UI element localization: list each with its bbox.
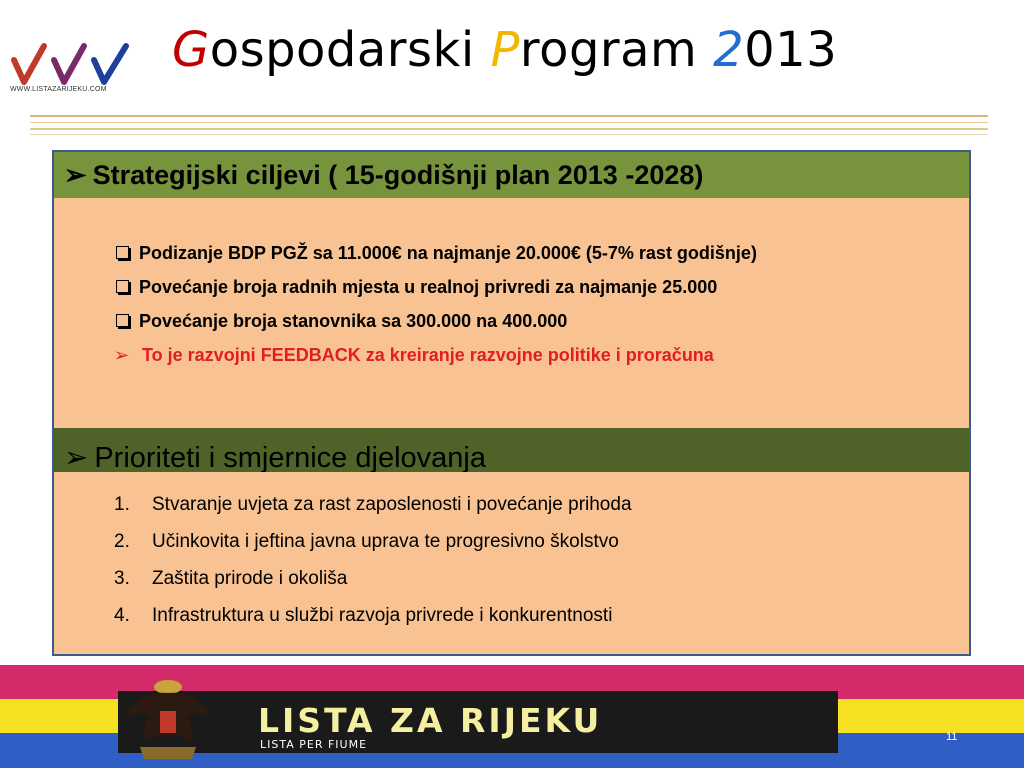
list-item: 2. Učinkovita i jeftina javna uprava te progresivno školstvo bbox=[114, 531, 619, 552]
list-item: Povećanje broja radnih mjesta u realnoj privredi za najmanje 25.000 bbox=[114, 270, 757, 304]
section2-header bbox=[54, 428, 969, 472]
title-part-2: rogram bbox=[519, 22, 714, 78]
priorities-list bbox=[114, 486, 632, 634]
banner-title: LISTA ZA RIJEKU bbox=[258, 701, 603, 740]
checkbox-bullet-icon bbox=[116, 246, 129, 259]
page-title bbox=[172, 22, 837, 78]
title-rule-1 bbox=[30, 115, 988, 117]
section2-heading: Prioriteti i smjernice djelovanja bbox=[94, 442, 486, 472]
title-part-3: 013 bbox=[744, 22, 838, 78]
logo-url: WWW.LISTAZARIJEKU.COM bbox=[10, 86, 107, 93]
title-rule-2 bbox=[30, 122, 988, 123]
page-number: 11 bbox=[946, 731, 958, 743]
title-part-1: ospodarski bbox=[209, 22, 491, 78]
section1-header bbox=[54, 152, 969, 198]
arrow-bullet-icon: ➢ bbox=[64, 442, 89, 472]
title-letter-g: G bbox=[172, 22, 210, 78]
arrow-bullet-icon: ➢ bbox=[64, 160, 87, 190]
list-item: Povećanje broja stanovnika sa 300.000 na 400.000 bbox=[114, 304, 757, 338]
list-item: ➢ To je razvojni FEEDBACK za kreiranje razvojne politike i proračuna bbox=[114, 338, 757, 372]
list-item: 1. Stvaranje uvjeta za rast zaposlenosti i povećanje prihoda bbox=[114, 494, 632, 515]
title-rule-3 bbox=[30, 128, 988, 130]
list-item: Podizanje BDP PGŽ sa 11.000€ na najmanje 20.000€ (5-7% rast godišnje) bbox=[114, 236, 757, 270]
title-digit-2: 2 bbox=[713, 22, 745, 78]
section1-heading: Strategijski ciljevi ( 15-godišnji plan 2013 -2028) bbox=[92, 160, 704, 190]
list-item: 4. Infrastruktura u službi razvoja privrede i konkurentnosti bbox=[114, 605, 613, 626]
checkbox-bullet-icon bbox=[116, 280, 129, 293]
footer-banner bbox=[0, 665, 1024, 768]
goals-list bbox=[114, 236, 757, 372]
arrow-bullet-icon: ➢ bbox=[114, 345, 130, 365]
banner-subtitle: LISTA PER FIUME bbox=[260, 738, 368, 751]
checkbox-bullet-icon bbox=[116, 314, 129, 327]
double-eagle-crest-icon bbox=[120, 677, 216, 763]
list-item: 3. Zaštita prirode i okoliša bbox=[114, 568, 348, 589]
title-letter-p: P bbox=[490, 22, 520, 78]
title-rule-4 bbox=[30, 134, 988, 135]
